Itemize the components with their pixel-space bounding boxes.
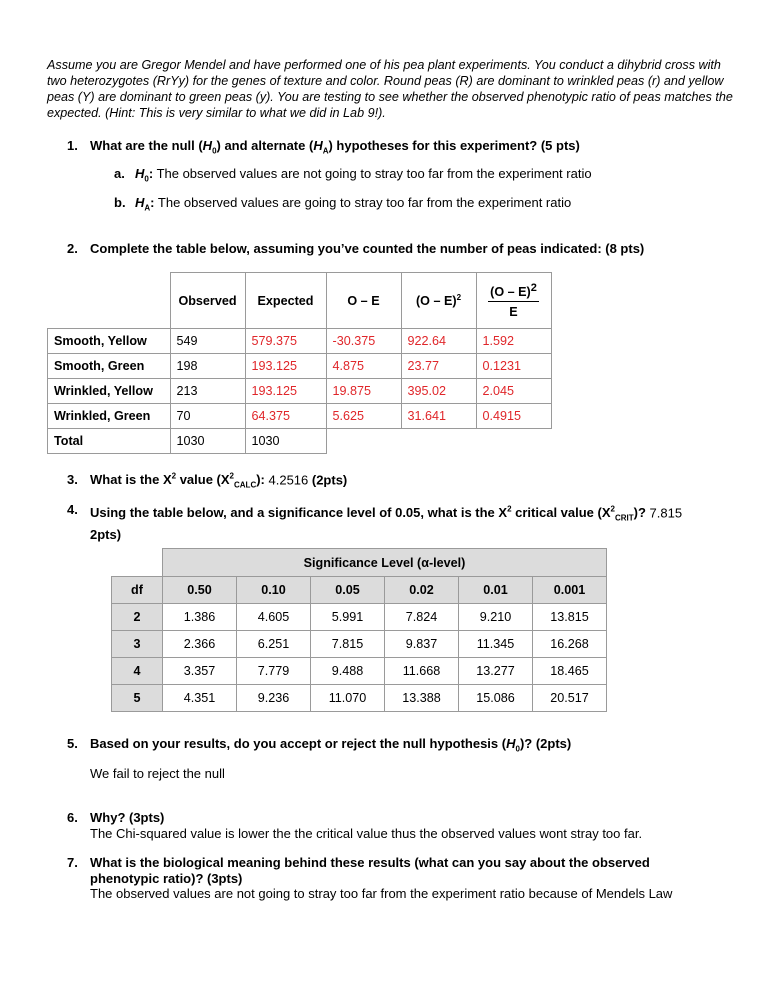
- table-row: [112, 604, 607, 631]
- critical-value-cell: 7.815: [311, 631, 385, 658]
- q4-answer: 7.815: [645, 505, 683, 521]
- q7-prompt: What is the biological meaning behind these results (what can you say about the observed phenotypic ratio)? (3pts): [90, 855, 650, 886]
- cell-expected: 64.375: [245, 404, 326, 429]
- cell-o-minus-e: -30.375: [326, 329, 401, 354]
- critical-value-cell: 9.488: [311, 658, 385, 685]
- header-o-minus-e-squared: (O – E)$^2$: [401, 273, 476, 329]
- critical-value-cell: 11.668: [385, 658, 459, 685]
- cell-chi-component: 2.045: [476, 379, 551, 404]
- q4-prompt: Using the table below, and a significance level of 0.05, what is the $X^2$ critical value $(X^2_{CRIT})$? 7.815 2pts): [90, 505, 683, 542]
- cell-observed: 70: [170, 404, 245, 429]
- cell-o-minus-e: 19.875: [326, 379, 401, 404]
- q5-number: 5.: [67, 736, 78, 751]
- cell-chi-component: 0.4915: [476, 404, 551, 429]
- critical-value-cell: 11.345: [459, 631, 533, 658]
- q3-prompt: What is the $X^2$ value $(X^2_{CALC})$: 4.2516 (2pts): [90, 472, 348, 490]
- q1-prompt: What are the null $(H_0)$ and alternate $(H_A)$ hypotheses for this experiment? (5 pts): [90, 138, 580, 156]
- q2-prompt: Complete the table below, assuming you’ve counted the number of peas indicated: (8 pts): [90, 241, 645, 256]
- critical-value-cell: 9.210: [459, 604, 533, 631]
- table-row: [112, 631, 607, 658]
- critical-value-cell: 9.837: [385, 631, 459, 658]
- critical-value-cell: 13.815: [533, 604, 607, 631]
- critical-value-cell: 13.277: [459, 658, 533, 685]
- cell-o-minus-e: 4.875: [326, 354, 401, 379]
- alpha-header: 0.50: [163, 577, 237, 604]
- q7-number: 7.: [67, 855, 78, 870]
- table-row: [48, 329, 552, 354]
- critical-value-cell: 16.268: [533, 631, 607, 658]
- q2-number: 2.: [67, 241, 78, 256]
- header-chi-fraction: $\frac{(O - E)^2}{E}$: [476, 273, 551, 329]
- df-cell: 4: [112, 658, 163, 685]
- total-label: Total: [48, 429, 171, 454]
- alpha-header: 0.02: [385, 577, 459, 604]
- critical-value-cell: 1.386: [163, 604, 237, 631]
- q3-answer: 4.2516: [264, 472, 309, 488]
- q5-answer: We fail to reject the null: [90, 766, 225, 781]
- chi-square-critical-table: [111, 548, 607, 712]
- q1b-letter: b.: [114, 195, 126, 210]
- q3-number: 3.: [67, 472, 78, 487]
- cell-o-minus-e-squared: 395.02: [401, 379, 476, 404]
- q1-number: 1.: [67, 138, 78, 153]
- q1b-answer: $H_A$: The observed values are going to stray too far from the experiment ratio: [135, 195, 572, 213]
- alpha-header: 0.001: [533, 577, 607, 604]
- table-row: [48, 379, 552, 404]
- cell-o-minus-e-squared: 922.64: [401, 329, 476, 354]
- critical-value-cell: 3.357: [163, 658, 237, 685]
- alpha-header: 0.01: [459, 577, 533, 604]
- header-o-minus-e: O – E: [326, 273, 401, 329]
- table-row: [112, 685, 607, 712]
- cell-expected: 193.125: [245, 379, 326, 404]
- row-label: Wrinkled, Green: [48, 404, 171, 429]
- critical-value-cell: 9.236: [237, 685, 311, 712]
- table-total-row: [48, 429, 552, 454]
- table-row: [48, 354, 552, 379]
- row-label: Wrinkled, Yellow: [48, 379, 171, 404]
- df-cell: 5: [112, 685, 163, 712]
- critical-value-cell: 4.605: [237, 604, 311, 631]
- critical-value-cell: 7.779: [237, 658, 311, 685]
- critical-value-cell: 11.070: [311, 685, 385, 712]
- cell-observed: 549: [170, 329, 245, 354]
- header-expected: Expected: [245, 273, 326, 329]
- q1a-answer: $H_0$: The observed values are not going to stray too far from the experiment ratio: [135, 166, 592, 184]
- critical-value-cell: 7.824: [385, 604, 459, 631]
- df-cell: 2: [112, 604, 163, 631]
- alpha-header: 0.05: [311, 577, 385, 604]
- cell-chi-component: 1.592: [476, 329, 551, 354]
- intro-paragraph: Assume you are Gregor Mendel and have performed one of his pea plant experiments. You conduct a dihybrid cross with two heterozygotes (RrYy) for the genes of texture and color. Round peas (R) are dominant to wrinkled peas (r) and yellow peas (Y) are dominant to green peas (y). You are testing to see whether the observed phenotypic ratio of peas matches the expected. (Hint: This is very similar to what we did in Lab 9!).: [47, 58, 733, 120]
- critical-value-cell: 18.465: [533, 658, 607, 685]
- significance-level-title: Significance Level (α-level): [163, 549, 607, 577]
- q5-prompt: Based on your results, do you accept or reject the null hypothesis $(H_0)$? (2pts): [90, 736, 572, 754]
- cell-observed: 198: [170, 354, 245, 379]
- critical-value-cell: 15.086: [459, 685, 533, 712]
- q4-number: 4.: [67, 502, 78, 517]
- cell-o-minus-e-squared: 23.77: [401, 354, 476, 379]
- header-observed: Observed: [170, 273, 245, 329]
- row-label: Smooth, Green: [48, 354, 171, 379]
- critical-value-cell: 20.517: [533, 685, 607, 712]
- q1a-letter: a.: [114, 166, 125, 181]
- table-row: [48, 404, 552, 429]
- critical-value-cell: 2.366: [163, 631, 237, 658]
- critical-value-cell: 6.251: [237, 631, 311, 658]
- cell-expected: 193.125: [245, 354, 326, 379]
- cell-expected: 579.375: [245, 329, 326, 354]
- cell-o-minus-e-squared: 31.641: [401, 404, 476, 429]
- table-row: [112, 658, 607, 685]
- critical-value-cell: 13.388: [385, 685, 459, 712]
- df-cell: 3: [112, 631, 163, 658]
- cell-observed: 213: [170, 379, 245, 404]
- critical-value-cell: 4.351: [163, 685, 237, 712]
- q6-answer: The Chi-squared value is lower the the critical value thus the observed values wont stray too far.: [90, 826, 643, 841]
- q7-answer: The observed values are not going to stray too far from the experiment ratio because of Mendels Law: [90, 886, 673, 901]
- q6-prompt: Why? (3pts): [90, 810, 165, 825]
- total-observed: 1030: [170, 429, 245, 454]
- alpha-header: 0.10: [237, 577, 311, 604]
- cell-o-minus-e: 5.625: [326, 404, 401, 429]
- cell-chi-component: 0.1231: [476, 354, 551, 379]
- critical-value-cell: 5.991: [311, 604, 385, 631]
- df-header: df: [112, 577, 163, 604]
- total-expected: 1030: [245, 429, 326, 454]
- observed-expected-table: [47, 272, 552, 454]
- row-label: Smooth, Yellow: [48, 329, 171, 354]
- q6-number: 6.: [67, 810, 78, 825]
